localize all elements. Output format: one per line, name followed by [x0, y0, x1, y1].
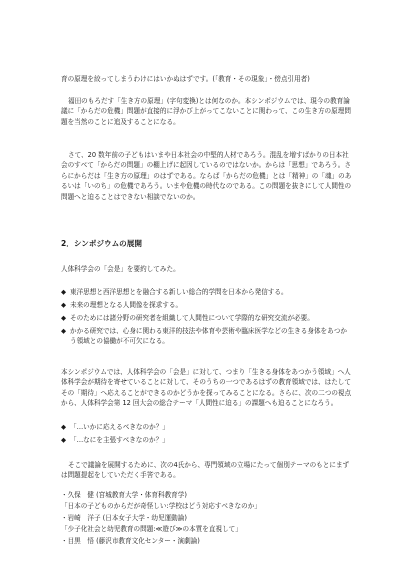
- panelist-list: [61, 490, 361, 547]
- diamond-bullet-icon: ◆: [61, 288, 67, 296]
- diamond-bullet-icon: ◆: [61, 313, 67, 322]
- charter-item: ◆ かかる研究では、心身に関わる東洋的技法や体育や芸術や臨床医学などの生きる身体をあつかう領域との協働が不可欠になる。: [61, 326, 347, 346]
- paragraph-symposium: 本シンポジウムでは、人体科学会の「会是」に対して、つまり「生きる身体をあつかう領域」へ人体科学会が期待を寄せていることに対して、そのうちの一つであるはずの教育領域では、はたしてその「期待」へ応えることができるのかどうかを探ってみることになる。さらに、次の二つの視点から、人体科学会第 12 回大会の総合テーマ「人間性に迫る」の課題へも迫ることになろう。: [61, 368, 352, 408]
- section-heading: 2．シンポジウムの展開: [61, 239, 142, 248]
- intro-line: 育の原理を絞ってしまうわけにはいかぬはずです。(「教育・その現象」・傍点引用者): [61, 75, 310, 83]
- diamond-bullet-icon: ◆: [61, 423, 67, 431]
- panelist-entry: ・岩崎 洋子 (日本女子大学・幼児運動論): [61, 513, 187, 522]
- panelist-entry: ・久保 健 (宮城教育大学・体育科教育学): [61, 491, 187, 499]
- charter-item: ◆ そのためには諸分野の研究者を組織して人間性について学際的な研究交流が必要。: [61, 313, 314, 322]
- society-summary: 人体科学会の「会是」を要約してみた。: [61, 265, 180, 273]
- panelist-topic: 「日本の子どものからだが奇怪しい:学校はどう対応すべきなのか」: [61, 502, 261, 511]
- question-list: [61, 422, 353, 448]
- charter-item: ◆ 東洋思想と西洋思想とを融合する新しい総合的学問を日本から発信する。: [61, 288, 288, 296]
- diamond-bullet-icon: ◆: [61, 300, 67, 309]
- paragraph-20-years: さて、20 数年前の子どもはいまや日本社会の中堅的人材であろう。混乱を増すばかりの日本社会のすべて「からだの問題」の棚上げに起因しているのではないか。からは「思想」であろう。さらにからだは「生き方の原理」のはずである。ならば「からだの危機」とは「精神」の「魂」のあるいは「いのち」の危機であろう。いまや危機の時代なのである。この問題を抜きにして人間性の問題へと迫ることはできない相談でないのか。: [61, 151, 352, 201]
- charter-list: [61, 287, 353, 349]
- question-item: ◆ 「…なにを主張すべきなのか？」: [61, 435, 169, 444]
- question-item: ◆ 「…いかに応えるべきなのか？」: [61, 423, 169, 431]
- paragraph-fukuda: 福田のもろだす「生き方の原理」(字句変換)とは何なのか。本シンポジウムでは、現今の教育論議に「からだの危機」問題が直接的に浮かび上がってこないことに関わって、この生き方の原理問題を当然のことに追及することになる。: [61, 97, 351, 126]
- panelist-entry: ・目黒 悟 (藤沢市教育文化センター・演劇論): [61, 536, 200, 545]
- panelist-topic: 「少子化社会と幼児教育の問題:≪遊び≫の本質を直視して」: [61, 525, 242, 534]
- paragraph-panelists: そこで議論を展開するために、次の4氏から、専門領域の立場にたって個別テーマのもとにまずは問題提起をしていただく手筈である。: [61, 461, 350, 480]
- charter-item: ◆ 未来の理想となる人間像を探求する。: [61, 300, 183, 309]
- diamond-bullet-icon: ◆: [61, 435, 67, 444]
- diamond-bullet-icon: ◆: [61, 326, 67, 335]
